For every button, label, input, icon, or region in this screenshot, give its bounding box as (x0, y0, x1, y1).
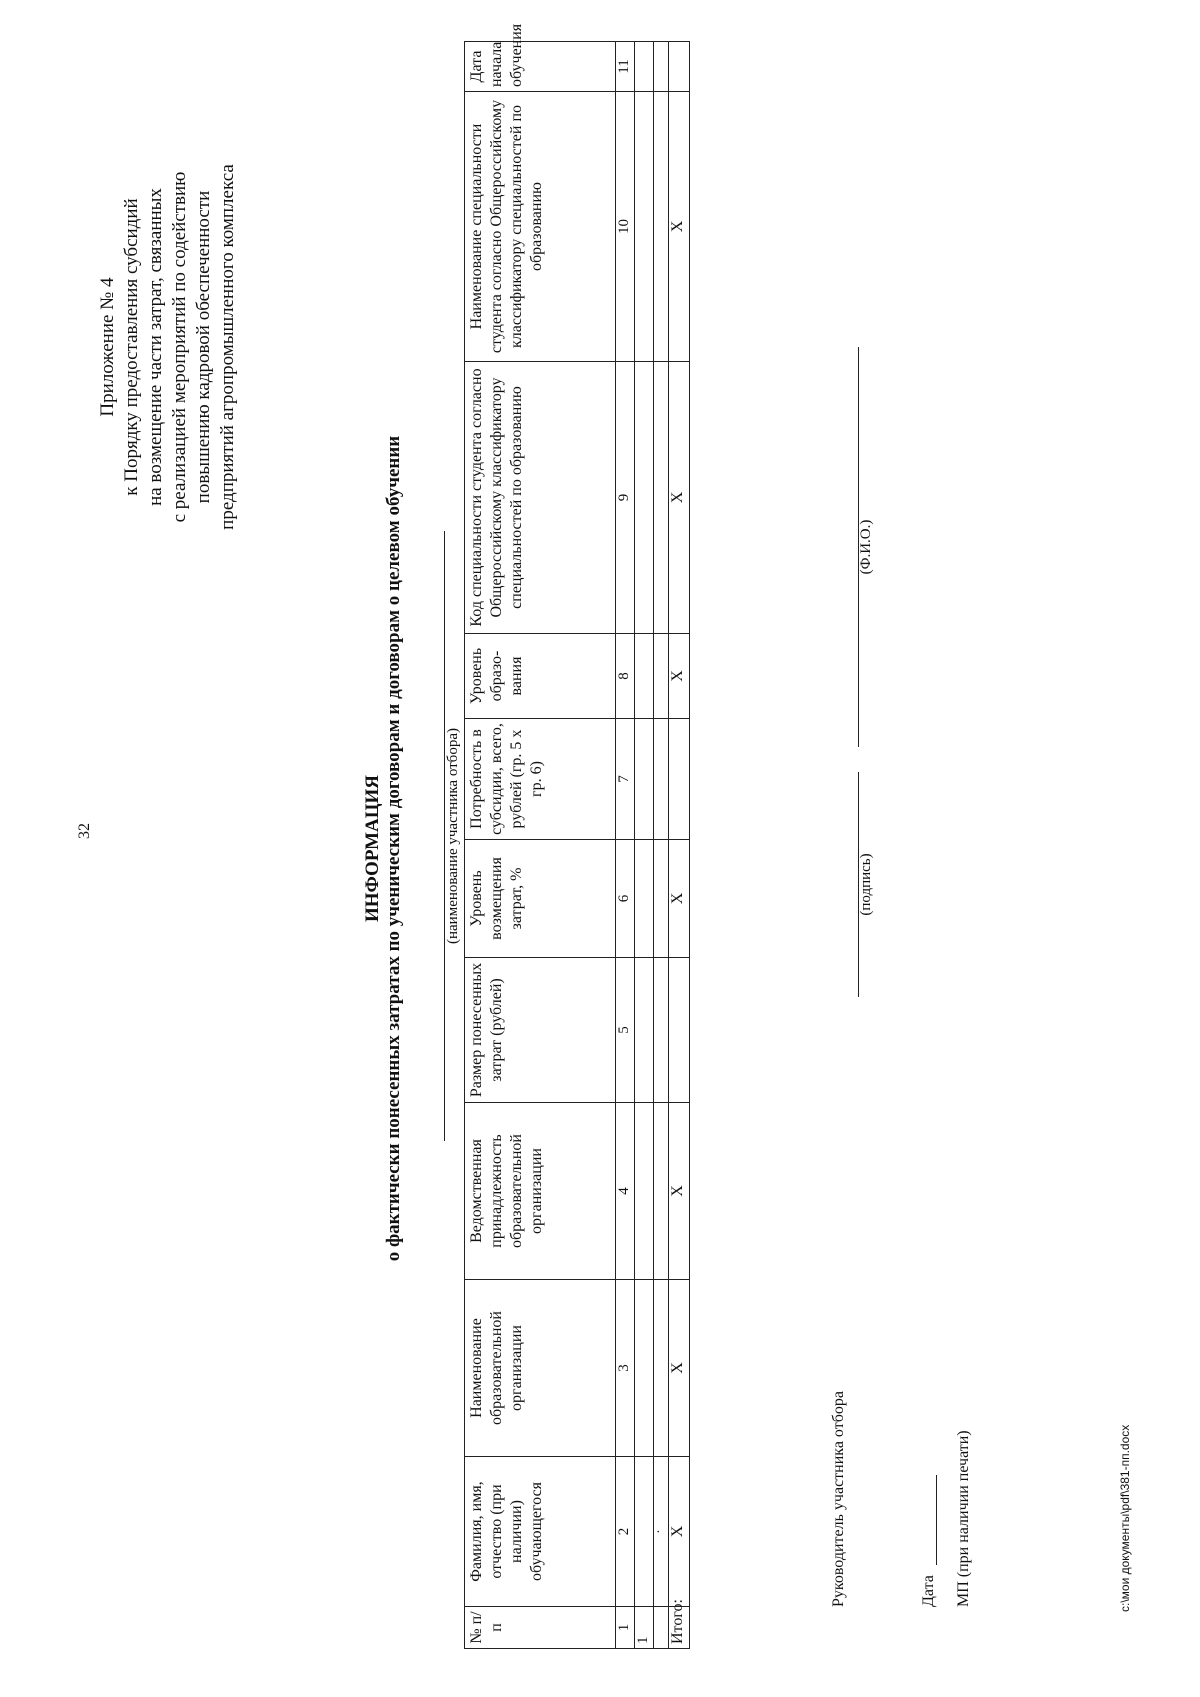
date-line (936, 1475, 937, 1565)
column-number-row (616, 42, 635, 1649)
total-cell (669, 719, 690, 840)
table-cell[interactable]: 1 (635, 1607, 654, 1649)
column-number: 9 (616, 362, 635, 634)
table-cell[interactable] (635, 1103, 654, 1280)
column-number: 4 (616, 1103, 635, 1280)
column-number: 10 (616, 92, 635, 362)
total-cell: Х (669, 840, 690, 958)
document-subtitle: о фактически понесенных затратах по ученическим договорам и договорам о целевом обучении (383, 435, 404, 1262)
table-cell[interactable] (635, 840, 654, 958)
total-cell: Х (669, 1103, 690, 1280)
header-cell: Размер понесенных затрат (рублей) (465, 958, 616, 1103)
table-cell (654, 1103, 669, 1280)
total-row (669, 42, 690, 1649)
table-cell (654, 840, 669, 958)
column-number: 8 (616, 634, 635, 719)
document-title: ИНФОРМАЦИЯ (362, 774, 383, 923)
column-number: 7 (616, 719, 635, 840)
signature-caption: (подпись) (858, 853, 874, 916)
table-cell[interactable] (635, 42, 654, 92)
header-cell: Уровень возмещения затрат, % (465, 840, 616, 958)
file-path-footer: c:\мои документы\pdf\381-пп.docx (1118, 1424, 1132, 1612)
table-cell (654, 42, 669, 92)
stamp-label: МП (при наличии печати) (955, 1430, 972, 1607)
table-cell (654, 362, 669, 634)
total-cell: Х (669, 1457, 690, 1607)
total-cell: Х (669, 92, 690, 362)
appendix-line: Приложение № 4 (97, 277, 118, 417)
signatory-label: Руководитель участника отбора (830, 1391, 847, 1607)
header-cell: Потребность в субсидии, всего, рублей (гр. 5 х гр. 6) (465, 719, 616, 840)
info-table (464, 23, 690, 1649)
total-cell: Х (669, 362, 690, 634)
column-number: 3 (616, 1280, 635, 1457)
table-cell[interactable] (635, 92, 654, 362)
header-cell: Наименование образовательной организации (465, 1280, 616, 1457)
column-number: 1 (616, 1607, 635, 1649)
header-cell: Ведомственная принадлежность образовательной организации (465, 1103, 616, 1280)
header-cell: Наименование специальности студента согласно Общероссийскому классификатору специальностей по образованию (465, 92, 616, 362)
table-cell (654, 634, 669, 719)
column-number: 2 (616, 1457, 635, 1607)
header-cell: Уровень образо-вания (465, 634, 616, 719)
table-cell (654, 92, 669, 362)
table-row (635, 42, 654, 1649)
header-cell: Фамилия, имя, отчество (при наличии) обучающегося (465, 1457, 616, 1607)
column-number: 11 (616, 42, 635, 92)
table-cell (654, 719, 669, 840)
table-cell (654, 1280, 669, 1457)
header-cell: Код специальности студента согласно Общероссийскому классификатору специальностей по образованию (465, 362, 616, 634)
header-row (465, 42, 616, 1649)
date-label: Дата (920, 1575, 937, 1607)
table-cell[interactable] (635, 1457, 654, 1607)
total-cell: Х (669, 1280, 690, 1457)
table-cell[interactable] (635, 362, 654, 634)
table-cell (654, 1607, 669, 1649)
header-cell: № п/п (465, 1607, 616, 1649)
ellipsis-row (654, 42, 669, 1649)
column-number: 5 (616, 958, 635, 1103)
page-number: 32 (76, 823, 93, 839)
column-number: 6 (616, 840, 635, 958)
appendix-line: с реализацией мероприятий по содействию (169, 171, 190, 523)
total-cell: Х (669, 634, 690, 719)
appendix-line: предприятий агропромышленного комплекса (217, 164, 238, 530)
appendix-line: повышению кадровой обеспеченности (193, 190, 214, 504)
org-name-caption: (наименование участника отбора) (445, 728, 461, 944)
appendix-line: к Порядку предоставления субсидий (121, 198, 142, 496)
appendix-line: на возмещение части затрат, связанных (145, 188, 166, 506)
total-cell (669, 42, 690, 92)
table-cell[interactable] (635, 719, 654, 840)
header-cell: Дата начала обучения (465, 42, 616, 92)
table-cell: · (654, 1457, 669, 1607)
table-cell (654, 958, 669, 1103)
name-caption: (Ф.И.О.) (858, 519, 874, 575)
table-cell[interactable] (635, 958, 654, 1103)
total-label: Итого: (669, 1607, 690, 1649)
table-cell[interactable] (635, 1280, 654, 1457)
total-cell (669, 958, 690, 1103)
table-cell[interactable] (635, 634, 654, 719)
appendix-block (96, 97, 240, 597)
